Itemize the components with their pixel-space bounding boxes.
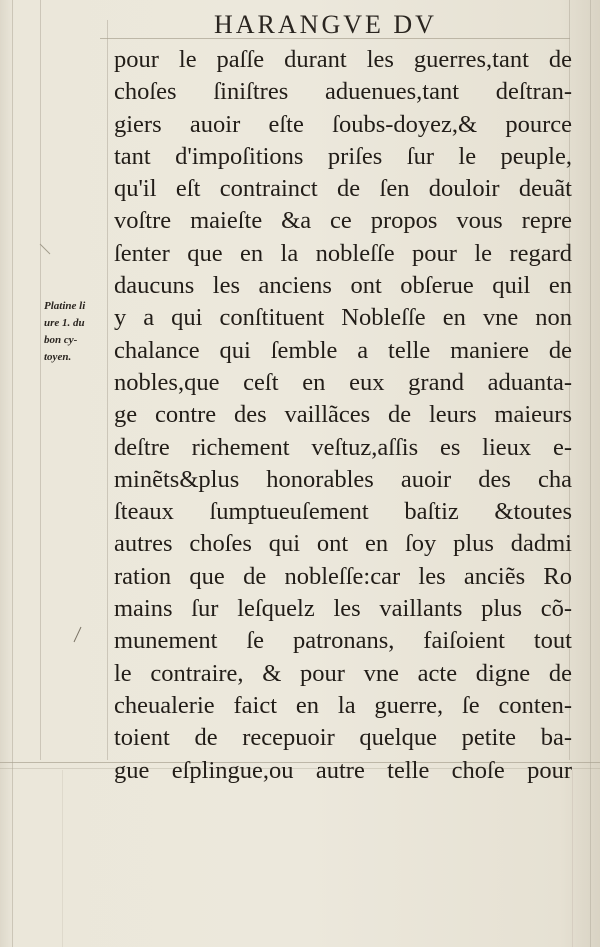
- running-head: HARANGVE DV: [214, 10, 437, 39]
- marginal-note-line: Platine li: [44, 300, 86, 312]
- text-line: ſteaux ſumptueuſement baſtiz &toutes: [114, 498, 572, 526]
- text-line: giers auoir eſte ſoubs-doyez,& pource: [114, 110, 572, 138]
- pen-mark: [70, 625, 84, 645]
- margin-rule-left-outer: [12, 0, 13, 947]
- text-line: y a qui conſtituent Nobleſſe en vne non: [114, 304, 572, 332]
- text-line: cheualerie faict en la guerre, ſe conten-: [114, 691, 572, 719]
- text-line: choſes ſiniſtres aduenues,tant deſtran-: [114, 78, 572, 106]
- body-text: [114, 44, 572, 787]
- text-line: tant d'impoſitions priſes ſur le peuple,: [114, 142, 572, 170]
- text-line: minẽts&plus honorables auoir des cha: [114, 465, 572, 493]
- text-line: autres choſes qui ont en ſoy plus dadmi: [114, 530, 572, 558]
- text-line: chalance qui ſemble a telle maniere de: [114, 336, 572, 364]
- lower-rule-right: [572, 770, 573, 947]
- margin-rule-left: [40, 0, 41, 760]
- text-line: nobles,que ceſt en eux grand aduanta-: [114, 368, 572, 396]
- text-line: ſenter que en la nobleſſe pour le regard: [114, 239, 572, 267]
- marginal-note-line: ure 1. du: [44, 317, 85, 329]
- edge-rule-right: [590, 0, 591, 947]
- pen-mark: [36, 240, 56, 260]
- text-line: toient de recepuoir quelque petite ba-: [114, 724, 572, 752]
- text-line: voſtre maieſte &a ce propos vous repre: [114, 207, 572, 235]
- text-rule-left: [107, 20, 108, 760]
- marginal-note-line: bon cy-: [44, 334, 78, 346]
- text-line: pour le paſſe durant les guerres,tant de: [114, 46, 572, 73]
- text-line: ge contre des vaillãces de leurs maieurs: [114, 401, 572, 429]
- marginal-note: [44, 298, 110, 366]
- text-line: deſtre richement veſtuz,aſſis es lieux e-: [114, 433, 572, 461]
- text-line: le contraire, & pour vne acte digne de: [114, 659, 572, 687]
- text-line: gue eſplingue,ou autre telle choſe pour: [114, 756, 572, 784]
- text-line: mains ſur leſquelz les vaillants plus cõ-: [114, 595, 572, 623]
- text-line: qu'il eſt contrainct de ſen douloir deuãt: [114, 175, 572, 203]
- text-line: daucuns les anciens ont obſerue quil en: [114, 272, 572, 300]
- marginal-note-line: toyen.: [44, 351, 72, 363]
- text-line: munement ſe patronans, faiſoient tout: [114, 627, 572, 655]
- text-line: ration que de nobleſſe:car les anciẽs Ro: [114, 562, 572, 590]
- lower-rule-left: [62, 770, 63, 947]
